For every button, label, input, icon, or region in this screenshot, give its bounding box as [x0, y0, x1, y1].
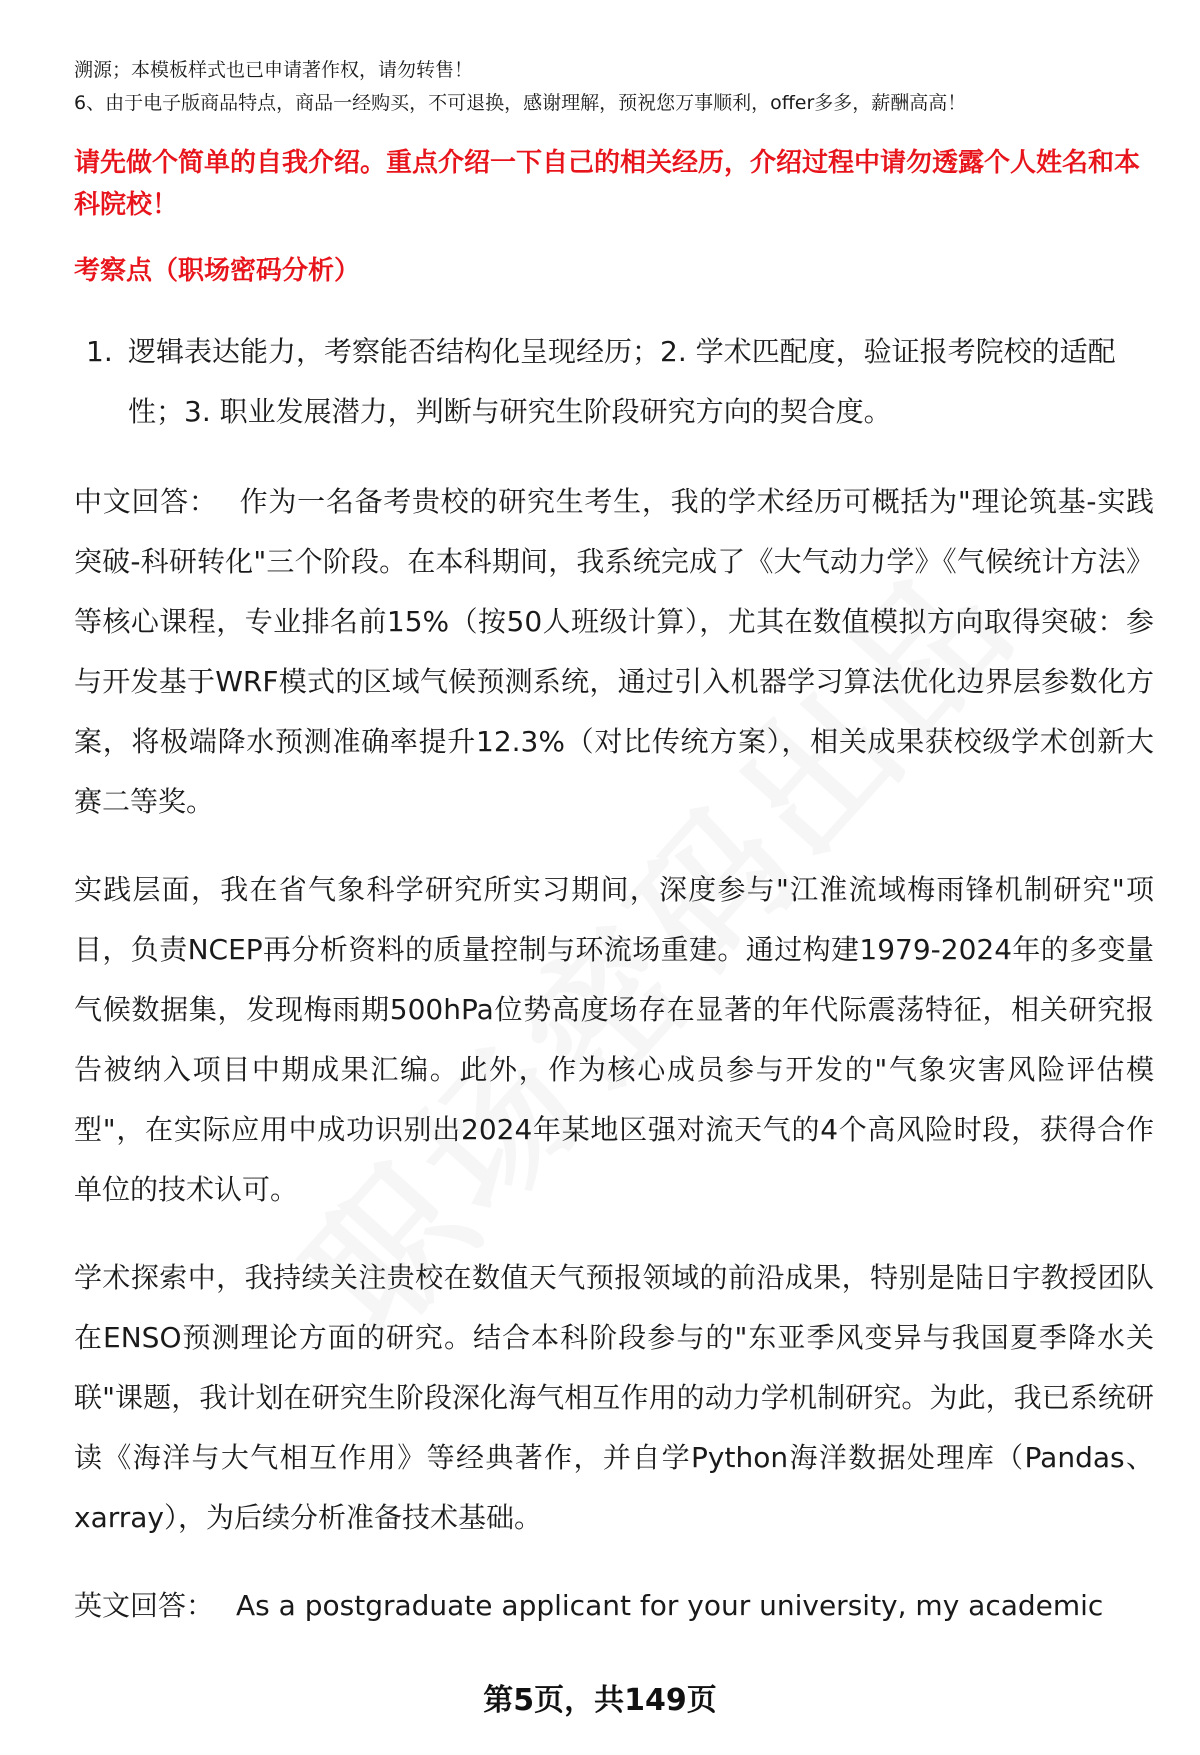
- answer-cn-text-3: 学术探索中，我持续关注贵校在数值天气预报领域的前沿成果，特别是陆日宇教授团队在ENSO预测理论方面的研究。结合本科阶段参与的"东亚季风变异与我国夏季降水关联"课题，我计划在研究生阶段深化海气相互作用的动力学机制研究。为此，我已系统研读《海洋与大气相互作用》等经典著作，并自学Python海洋数据处理库（Pandas、xarray），为后续分析准备技术基础。: [74, 1261, 1154, 1534]
- answer-cn-text-2: 实践层面，我在省气象科学研究所实习期间，深度参与"江淮流域梅雨锋机制研究"项目，负责NCEP再分析资料的质量控制与环流场重建。通过构建1979-2024年的多变量气候数据集，发现梅雨期500hPa位势高度场存在显著的年代际震荡特征，相关研究报告被纳入项目中期成果汇编。此外，作为核心成员参与开发的"气象灾害风险评估模型"，在实际应用中成功识别出2024年某地区强对流天气的4个高风险时段，获得合作单位的技术认可。: [74, 873, 1154, 1206]
- answer-cn-text-1: 作为一名备考贵校的研究生考生，我的学术经历可概括为"理论筑基-实践突破-科研转化"三个阶段。在本科期间，我系统完成了《大气动力学》《气候统计方法》等核心课程，专业排名前15%（按50人班级计算），尤其在数值模拟方向取得突破：参与开发基于WRF模式的区域气候预测系统，通过引入机器学习算法优化边界层参数化方案，将极端降水预测准确率提升12.3%（对比传统方案），相关成果获校级学术创新大赛二等奖。: [74, 485, 1154, 818]
- page-content: [74, 54, 1154, 1636]
- answer-cn-paragraph-2: [74, 860, 1154, 1220]
- focus-point-text: 逻辑表达能力，考察能否结构化呈现经历；2. 学术匹配度，验证报考院校的适配性；3. 职业发展潜力，判断与研究生阶段研究方向的契合度。: [128, 335, 1116, 428]
- answer-cn-paragraph-3: [74, 1248, 1154, 1548]
- focus-heading: 考察点（职场密码分析）: [74, 256, 361, 286]
- notice-line-2: 6、由于电子版商品特点，商品一经购买，不可退换，感谢理解，预祝您万事顺利，offer多多，薪酬高高！: [74, 92, 967, 114]
- focus-point-number: 1.: [86, 335, 113, 368]
- focus-point-item: [74, 322, 1154, 442]
- answer-cn-label: 中文回答：: [74, 485, 218, 518]
- answer-en-paragraph: [74, 1576, 1154, 1636]
- focus-points-list: [74, 322, 1154, 442]
- page-number-footer: 第5页，共149页: [483, 1683, 717, 1718]
- answer-en-label: 英文回答：: [74, 1589, 215, 1622]
- answer-cn-paragraph-1: [74, 472, 1154, 832]
- interview-question: 请先做个简单的自我介绍。重点介绍一下自己的相关经历，介绍过程中请勿透露个人姓名和本科院校！: [74, 148, 1141, 220]
- notice-line-1: 溯源；本模板样式也已申请著作权，请勿转售！: [74, 59, 474, 81]
- answer-en-text: As a postgraduate applicant for your university, my academic: [236, 1589, 1104, 1622]
